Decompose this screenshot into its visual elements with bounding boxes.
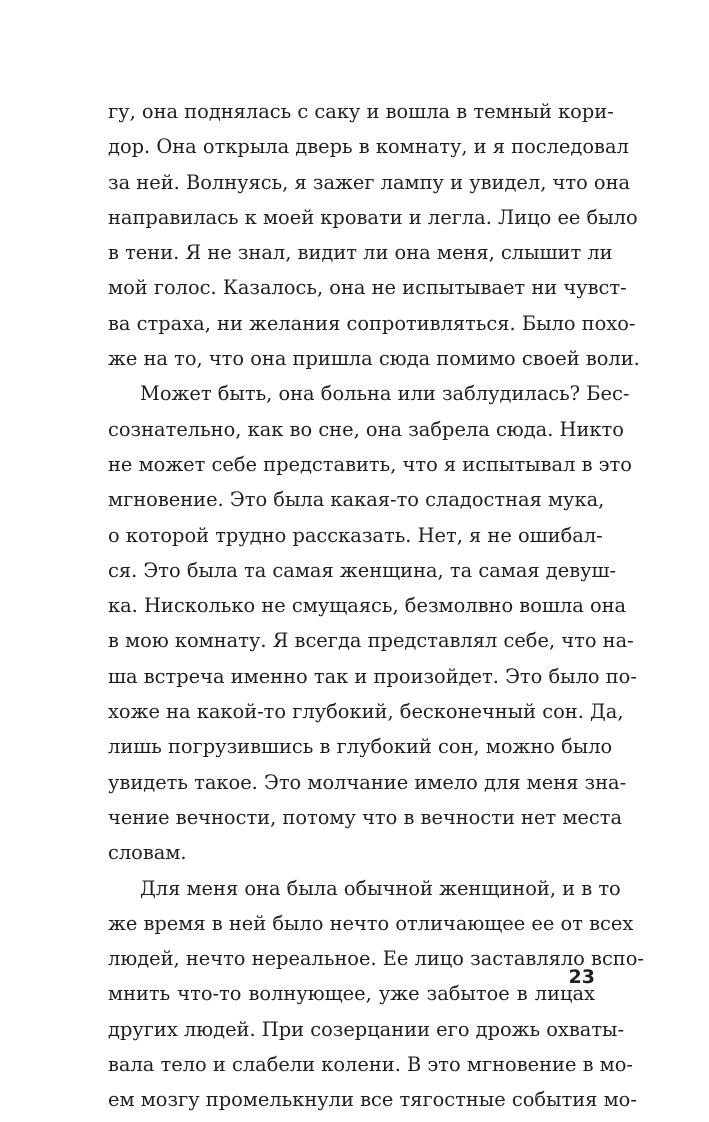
text-line: ка. Нисколько не смущаясь, безмолвно вошла она bbox=[108, 594, 627, 618]
text-line: мой голос. Казалось, она не испытывает ни чувст- bbox=[108, 276, 627, 300]
text-line: в тени. Я не знал, видит ли она меня, слышит ли bbox=[108, 241, 613, 265]
text-line: ся. Это была та самая женщина, та самая девуш- bbox=[108, 558, 617, 582]
body-text bbox=[108, 94, 644, 1118]
page-number: 23 bbox=[568, 966, 595, 988]
text-line: лишь погрузившись в глубокий сон, можно было bbox=[108, 735, 613, 759]
text-line: других людей. При созерцании его дрожь охваты- bbox=[108, 1017, 625, 1041]
text-line: за ней. Волнуясь, я зажег лампу и увидел, что она bbox=[108, 170, 631, 194]
text-line: ва страха, ни желания сопротивляться. Было похо- bbox=[108, 311, 636, 335]
text-line: вала тело и слабели колени. В это мгновение в мо- bbox=[108, 1053, 633, 1077]
text-line: Для меня она была обычной женщиной, и в то bbox=[140, 876, 621, 900]
text-line: же на то, что она пришла сюда помимо своей воли. bbox=[108, 347, 640, 371]
text-line: ем мозгу промелькнули все тягостные события мо- bbox=[108, 1088, 637, 1112]
text-line: людей, нечто нереальное. Ее лицо заставляло вспо- bbox=[108, 947, 644, 971]
text-line: сознательно, как во сне, она забрела сюда. Никто bbox=[108, 417, 624, 441]
text-line: дор. Она открыла дверь в комнату, и я последовал bbox=[108, 135, 629, 159]
text-line: словам. bbox=[108, 841, 187, 865]
paragraph bbox=[108, 871, 644, 1118]
text-line: направилась к моей кровати и легла. Лицо ее было bbox=[108, 205, 638, 229]
text-line: мгновение. Это была какая-то сладостная мука, bbox=[108, 488, 605, 512]
text-line: чение вечности, потому что в вечности нет места bbox=[108, 805, 623, 829]
text-line: мнить что-то волнующее, уже забытое в лицах bbox=[108, 982, 595, 1006]
text-line: увидеть такое. Это молчание имело для меня зна- bbox=[108, 770, 627, 794]
text-line: о которой трудно рассказать. Нет, я не ошибал- bbox=[108, 523, 603, 547]
text-line: ша встреча именно так и произойдет. Это было по- bbox=[108, 664, 637, 688]
paragraph bbox=[108, 376, 637, 870]
text-line: хоже на какой-то глубокий, бесконечный сон. Да, bbox=[108, 700, 624, 724]
text-line: в мою комнату. Я всегда представлял себе, что на- bbox=[108, 629, 634, 653]
text-line: гу, она поднялась с саку и вошла в темный кори- bbox=[108, 100, 614, 123]
text-line: не может себе представить, что я испытывал в это bbox=[108, 452, 632, 476]
paragraph bbox=[108, 94, 640, 376]
text-line: Может быть, она больна или заблудилась? Бес- bbox=[140, 382, 630, 406]
text-line: же время в ней было нечто отличающее ее от всех bbox=[108, 911, 634, 935]
